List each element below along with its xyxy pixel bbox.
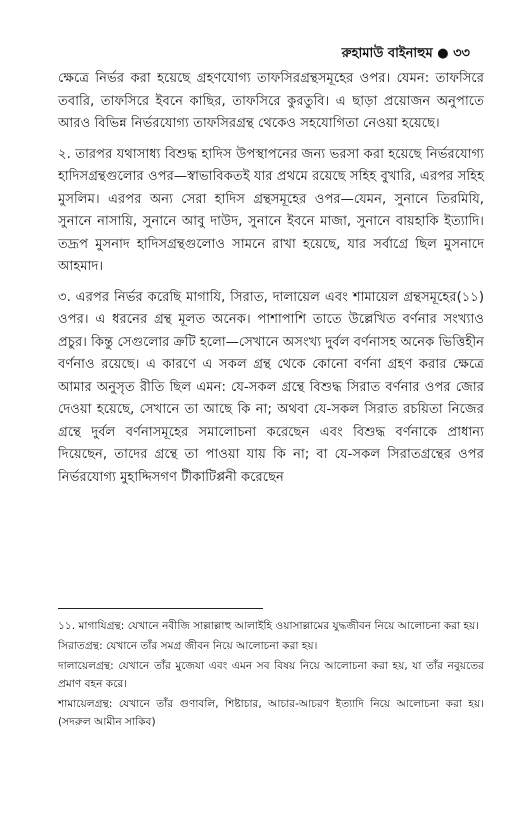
paragraph-1: ক্ষেত্রে নির্ভর করা হয়েছে গ্রহণযোগ্য তাফসিরগ্রন্থসমূহের ওপর। যেমন: তাফসিরে তবারি, তাফসিরে ইবনে কাছির, তাফসিরে কুরতুবি। এ ছাড়া প্রয়োজন অনুপাতে আরও বিভিন্ন নির্ভরযোগ্য তাফসিরগ্রন্থ থেকেও সহযোগিতা নেওয়া হয়েছে।: [58, 71, 484, 131]
paragraph-2: ২. তারপর যথাসাধ্য বিশুদ্ধ হাদিস উপস্থাপনের জন্য ভরসা করা হয়েছে নির্ভরযোগ্য হাদিসগ্রন্থগুলোর ওপর—স্বাভাবিকতই যার প্রথমে রয়েছে সহিহ বুখারি, এরপর সহিহ মুসলিম। এরপর অন্য সেরা হাদিস গ্রন্থসমূহের ওপর—যেমন, সুনানে তিরমিযি, সুনানে নাসায়ি, সুনানে আবু দাউদ, সুনানে ইবনে মাজা, সুনানে বায়হাকি ইত্যাদি। তদ্রূপ মুসনাদ হাদিসগ্রন্থগুলোও সামনে রাখা হয়েছে, যার সর্বাগ্রে ছিল মুসনাদে আহমাদ।: [58, 146, 484, 274]
footnote-dalayel: দালায়েলগ্রন্থ: যেখানে তাঁর মুজেযা এবং এমন সব বিষয় নিয়ে আলোচনা করা হয়, যা তাঁর নবুয়তের প্রমাণ বহন করে।: [58, 660, 484, 690]
main-text: [58, 68, 484, 497]
footnote-shamayel: শামায়েলগ্রন্থ: যেখানে তাঁর গুণাবলি, শিষ্টাচার, আচার-আচরণ ইত্যাদি নিয়ে আলোচনা করা হয়। (সদরুল আমীন সাকিব): [58, 698, 484, 728]
footnote-maghazi: ১১. মাগাযিগ্রন্থ: যেখানে নবীজি সাল্লাল্লাহু আলাইহি ওয়াসাল্লামের যুদ্ধজীবন নিয়ে আলোচনা করা হয়।: [58, 620, 480, 632]
footnotes: [58, 608, 484, 733]
footnote-divider: [58, 608, 263, 609]
running-header: রুহামাউ বাইনাহুম ● ৩৩: [341, 46, 470, 61]
paragraph-3: ৩. এরপর নির্ভর করেছি মাগাযি, সিরাত, দালায়েল এবং শামায়েল গ্রন্থসমূহের(১১) ওপর। এ ধরনের গ্রন্থ মূলত অনেক। পাশাপাশি তাতে উল্লেখিত বর্ণনার সংখ্যাও প্রচুর। কিন্তু সেগুলোর ক্রটি হলো—সেখানে অসংখ্য দুর্বল বর্ণনাসহ অনেক ভিত্তিহীন বর্ণনাও রয়েছে। এ কারণে এ সকল গ্রন্থ থেকে কোনো বর্ণনা গ্রহণ করার ক্ষেত্রে আমার অনুসৃত রীতি ছিল এমন: যে-সকল গ্রন্থে বিশুদ্ধ সিরাত বর্ণনার ওপর জোর দেওয়া হয়েছে, সেখানে তা আছে কি না; অথবা যে-সকল সিরাত রচয়িতা নিজের গ্রন্থে দুর্বল বর্ণনাসমূহের সমালোচনা করেছেন এবং বিশুদ্ধ বর্ণনাকে প্রাধান্য দিয়েছেন, তাদের গ্রন্থে তা পাওয়া যায় কি না; বা যে-সকল সিরাতগ্রন্থের ওপর নির্ভরযোগ্য মুহাদ্দিসগণ টীকাটিপ্পনী করেছেন: [58, 289, 484, 485]
footnote-sirat: সিরাতগ্রন্থ: যেখানে তাঁর সমগ্র জীবন নিয়ে আলোচনা করা হয়।: [58, 640, 318, 652]
